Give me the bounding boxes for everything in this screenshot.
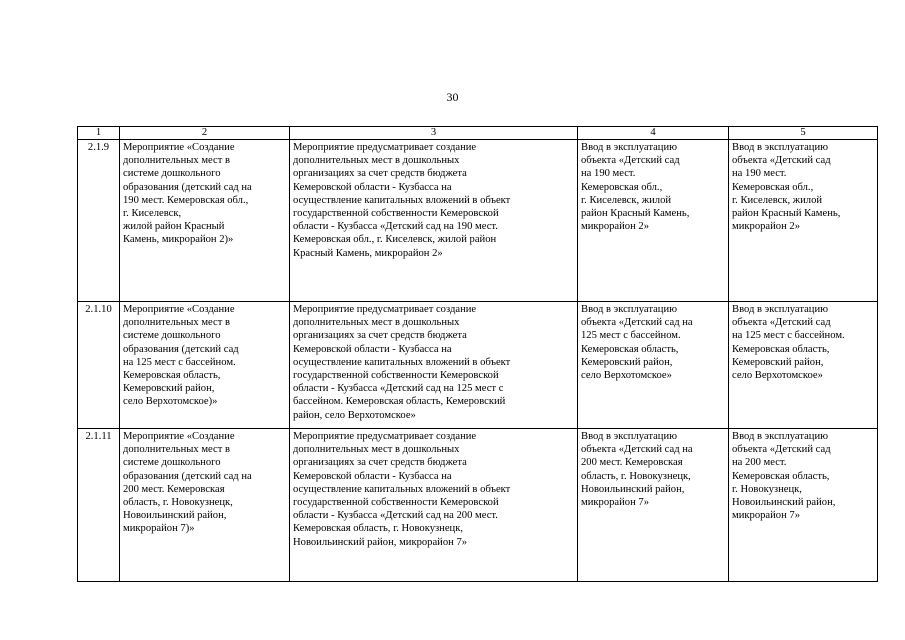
row-number-cell: 2.1.9: [78, 140, 120, 302]
table-row: [78, 302, 878, 429]
header-cell-col-2: 2: [120, 127, 290, 140]
measure-description-cell: Мероприятие предусматривает создание дополнительных мест в дошкольных организациях за счет средств бюджета Кемеровской области - Кузбасса на осуществление капитальных вложений в объект государственной собственности Кемеровской области - Кузбасса «Детский сад на 190 мест. Кемеровская обл., г. Киселевск, жилой район Красный Камень, микрорайон 2»: [290, 140, 578, 302]
measure-description-cell: Мероприятие предусматривает создание дополнительных мест в дошкольных организациях за счет средств бюджета Кемеровской области - Кузбасса на осуществление капитальных вложений в объект государственной собственности Кемеровской области - Кузбасса «Детский сад на 125 мест с бассейном. Кемеровская область, Кемеровский район, село Верхотомское»: [290, 302, 578, 429]
measures-table: [77, 126, 878, 582]
table-row: [78, 429, 878, 582]
header-cell-col-5: 5: [729, 127, 878, 140]
table-row: [78, 140, 878, 302]
result-col5-cell: Ввод в эксплуатацию объекта «Детский сад на 125 мест с бассейном. Кемеровская область, Кемеровский район, село Верхотомское»: [729, 302, 878, 429]
header-cell-col-1: 1: [78, 127, 120, 140]
header-cell-col-4: 4: [578, 127, 729, 140]
result-col5-cell: Ввод в эксплуатацию объекта «Детский сад на 190 мест. Кемеровская обл., г. Киселевск, жилой район Красный Камень, микрорайон 2»: [729, 140, 878, 302]
measure-name-cell: Мероприятие «Создание дополнительных мест в системе дошкольного образования (детский сад на 200 мест. Кемеровская область, г. Новокузнецк, Новоильинский район, микрорайон 7)»: [120, 429, 290, 582]
row-number-cell: 2.1.11: [78, 429, 120, 582]
table-header-row: [78, 127, 878, 140]
page-number: 30: [446, 90, 459, 104]
measure-name-cell: Мероприятие «Создание дополнительных мест в системе дошкольного образования (детский сад на 190 мест. Кемеровская обл., г. Киселевск, жилой район Красный Камень, микрорайон 2)»: [120, 140, 290, 302]
header-cell-col-3: 3: [290, 127, 578, 140]
measure-name-cell: Мероприятие «Создание дополнительных мест в системе дошкольного образования (детский сад на 125 мест с бассейном. Кемеровская область, Кемеровский район, село Верхотомское)»: [120, 302, 290, 429]
row-number-cell: 2.1.10: [78, 302, 120, 429]
result-col4-cell: Ввод в эксплуатацию объекта «Детский сад на 200 мест. Кемеровская область, г. Новокузнецк, Новоильинский район, микрорайон 7»: [578, 429, 729, 582]
result-col4-cell: Ввод в эксплуатацию объекта «Детский сад на 125 мест с бассейном. Кемеровская область, Кемеровский район, село Верхотомское»: [578, 302, 729, 429]
result-col4-cell: Ввод в эксплуатацию объекта «Детский сад на 190 мест. Кемеровская обл., г. Киселевск, жилой район Красный Камень, микрорайон 2»: [578, 140, 729, 302]
result-col5-cell: Ввод в эксплуатацию объекта «Детский сад на 200 мест. Кемеровская область, г. Новокузнецк, Новоильинский район, микрорайон 7»: [729, 429, 878, 582]
measure-description-cell: Мероприятие предусматривает создание дополнительных мест в дошкольных организациях за счет средств бюджета Кемеровской области - Кузбасса на осуществление капитальных вложений в объект государственной собственности Кемеровской области - Кузбасса «Детский сад на 200 мест. Кемеровская область, г. Новокузнецк, Новоильинский район, микрорайон 7»: [290, 429, 578, 582]
